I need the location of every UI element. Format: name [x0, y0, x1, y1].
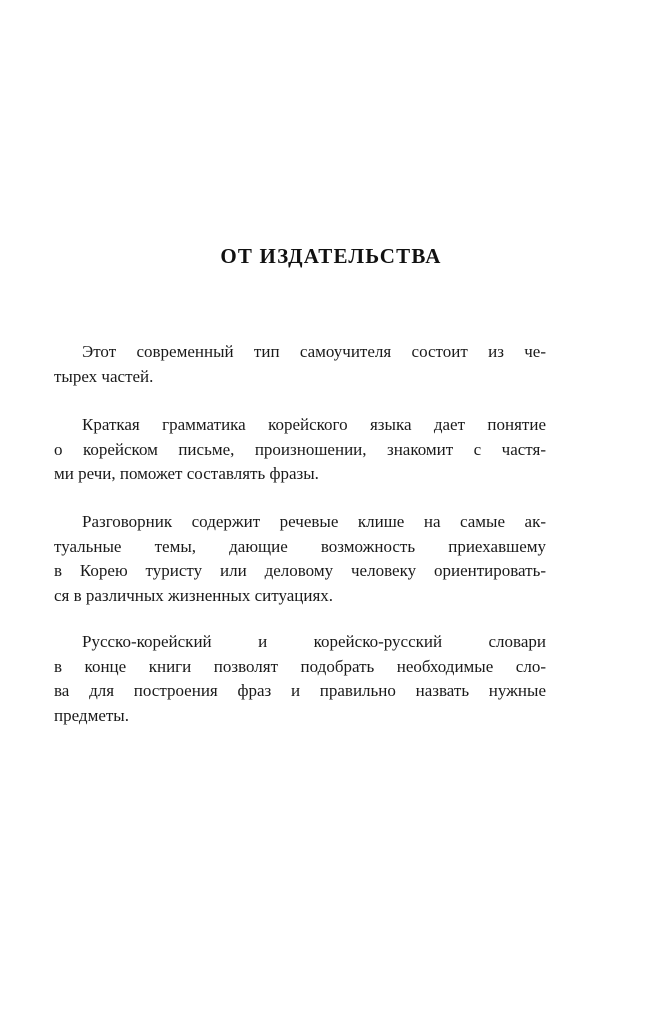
paragraph-line — [54, 535, 546, 560]
line-text: Краткая грамматика корейского языка дает понятие — [82, 415, 546, 434]
paragraph-line — [82, 510, 546, 535]
line-text: в конце книги позволят подобрать необходимые сло- — [54, 656, 546, 676]
page-heading: ОТ ИЗДАТЕЛЬСТВА — [220, 244, 442, 268]
line-text: ся в различных жизненных ситуациях. — [54, 585, 334, 605]
paragraph-line — [54, 704, 546, 729]
line-text: Этот современный тип самоучителя состоит из че- — [82, 342, 546, 361]
paragraph-line — [54, 462, 546, 487]
paragraph-4 — [54, 630, 546, 728]
paragraph-line — [54, 559, 546, 584]
line-text: в Корею туристу или деловому человеку ориентировать- — [54, 561, 546, 580]
line-text: Русско-корейский и корейско-русский словари — [82, 632, 546, 651]
line-text: ва для построения фраз и правильно назвать нужные — [54, 681, 546, 700]
line-text: о корейском письме, произношении, знакомит с частя- — [54, 439, 546, 459]
paragraph-line — [54, 365, 546, 390]
paragraph-2 — [54, 413, 546, 487]
paragraph-line — [82, 630, 546, 655]
paragraph-line — [54, 655, 546, 680]
paragraph-1 — [54, 340, 546, 389]
line-text: туальные темы, дающие возможность приехавшему — [54, 536, 546, 556]
paragraph-line — [82, 413, 546, 438]
line-text: тырех частей. — [54, 366, 154, 386]
line-text: Разговорник содержит речевые клише на самые ак- — [82, 512, 546, 531]
paragraph-line — [54, 679, 546, 704]
paragraph-line — [82, 340, 546, 365]
line-text: ми речи, поможет составлять фразы. — [54, 464, 319, 483]
paragraph-3 — [54, 510, 546, 608]
paragraph-line — [54, 584, 546, 609]
paragraph-line — [54, 438, 546, 463]
line-text: предметы. — [54, 705, 129, 725]
